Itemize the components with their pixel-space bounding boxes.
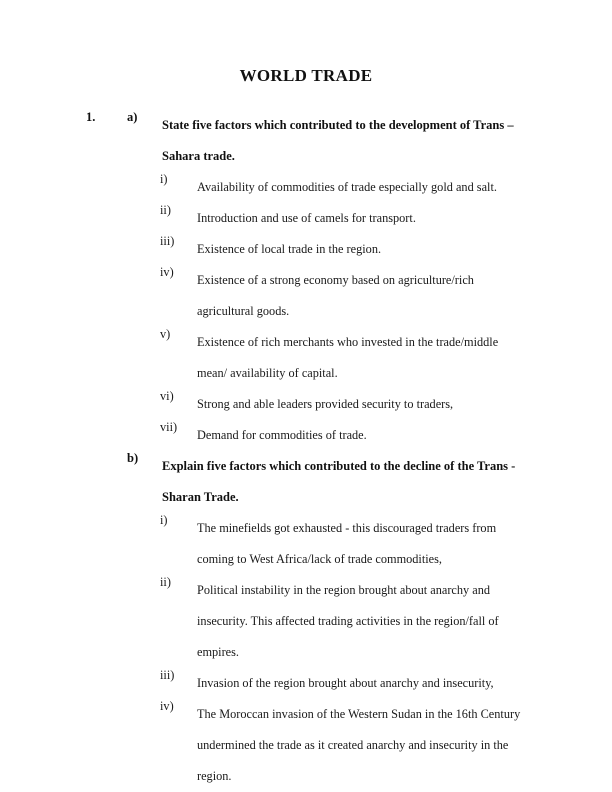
list-item-text (197, 389, 537, 420)
list-item-text (197, 234, 537, 265)
part-letter-a: a) (127, 110, 138, 124)
part-prompt-text (162, 110, 534, 172)
list-item-text (197, 699, 537, 792)
list-item-text (197, 420, 537, 451)
list-item-text (197, 203, 537, 234)
list-item-text (197, 575, 537, 668)
list-item-marker: iii) (160, 668, 175, 682)
list-item-marker: vi) (160, 389, 174, 403)
text-line: Sahara trade. (162, 149, 235, 163)
text-line: region. (197, 769, 232, 783)
list-item-marker: ii) (160, 203, 171, 217)
text-line: Existence of rich merchants who invested in the trade/middle (197, 335, 499, 349)
text-line: coming to West Africa/lack of trade commodities, (197, 552, 442, 566)
text-line: Strong and able leaders provided security to traders, (197, 397, 454, 411)
text-line: agricultural goods. (197, 304, 290, 318)
part-prompt-text (162, 451, 534, 513)
question-number: 1. (86, 110, 96, 124)
list-item-text (197, 265, 537, 327)
text-line: The Moroccan invasion of the Western Sudan in the 16th Century (197, 707, 521, 721)
list-item-marker: ii) (160, 575, 171, 589)
list-item-text (197, 172, 537, 203)
text-line: Explain five factors which contributed to the decline of the Trans - (162, 459, 516, 473)
text-line: Existence of a strong economy based on agriculture/rich (197, 273, 474, 287)
page-title: WORLD TRADE (239, 66, 373, 85)
list-item-marker: iv) (160, 699, 174, 713)
text-line: Demand for commodities of trade. (197, 428, 367, 442)
text-line: State five factors which contributed to the development of Trans – (162, 118, 514, 132)
list-item-text (197, 327, 537, 389)
text-line: insecurity. This affected trading activities in the region/fall of (197, 614, 499, 628)
list-item-text (197, 668, 537, 699)
text-line: Existence of local trade in the region. (197, 242, 382, 256)
text-line: mean/ availability of capital. (197, 366, 338, 380)
part-letter-b: b) (127, 451, 139, 465)
text-line: Availability of commodities of trade especially gold and salt. (197, 180, 497, 194)
text-line: Introduction and use of camels for transport. (197, 211, 416, 225)
list-item-marker: vii) (160, 420, 178, 434)
list-item-text (197, 513, 537, 575)
text-line: The minefields got exhausted - this discouraged traders from (197, 521, 497, 535)
text-line: undermined the trade as it created anarchy and insecurity in the (197, 738, 509, 752)
list-item-marker: iii) (160, 234, 175, 248)
text-line: empires. (197, 645, 240, 659)
text-line: Invasion of the region brought about anarchy and insecurity, (197, 676, 494, 690)
text-line: Political instability in the region brought about anarchy and (197, 583, 491, 597)
list-item-marker: i) (160, 513, 168, 527)
list-item-marker: v) (160, 327, 171, 341)
list-item-marker: iv) (160, 265, 174, 279)
list-item-marker: i) (160, 172, 168, 186)
text-line: Sharan Trade. (162, 490, 239, 504)
